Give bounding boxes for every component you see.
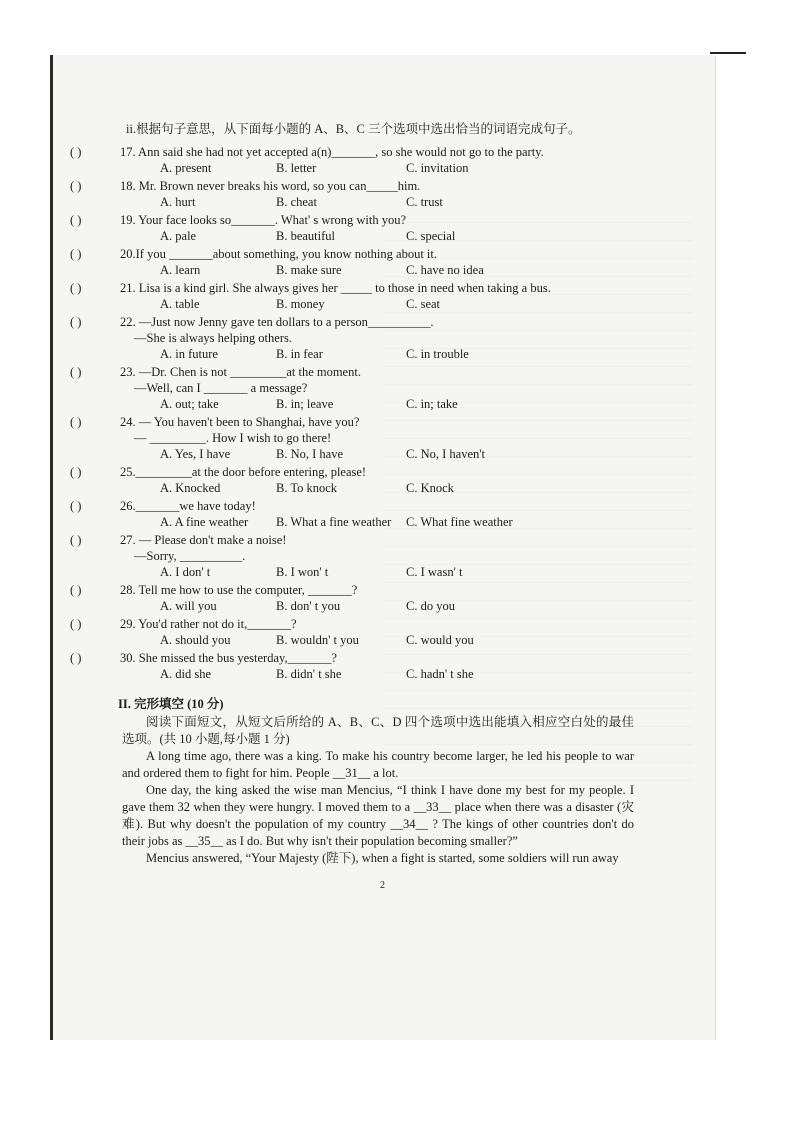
option-b: B. didn' t she (276, 667, 342, 681)
question-stem: 24. — You haven't been to Shanghai, have you? (120, 415, 360, 429)
option-b: B. wouldn' t you (276, 633, 359, 647)
question-stem: 23. —Dr. Chen is not _________at the moment. (120, 365, 361, 379)
question-item (70, 178, 630, 212)
answer-paren[interactable]: ( ) (70, 415, 82, 429)
option-b: B. in; leave (276, 397, 334, 411)
question-item (70, 364, 630, 414)
answer-paren[interactable]: ( ) (70, 651, 82, 665)
exam-content (70, 120, 634, 867)
option-c: C. What fine weather (406, 515, 513, 529)
option-c: C. in trouble (406, 347, 469, 361)
section-title: II. 完形填空 (10 分) (118, 697, 224, 711)
option-c: C. trust (406, 195, 443, 209)
option-b: B. make sure (276, 263, 342, 277)
paragraph: Mencius answered, “Your Majesty (陛下), when a fight is started, some soldiers will run away (146, 851, 619, 865)
option-c: C. special (406, 229, 456, 243)
option-row (70, 396, 630, 414)
option-a: A. pale (160, 229, 197, 243)
answer-paren[interactable]: ( ) (70, 281, 82, 295)
option-c: C. hadn' t she (406, 667, 474, 681)
question-list (70, 144, 630, 684)
question-stem: 28. Tell me how to use the computer, _______? (120, 583, 358, 597)
question-stem: 27. — Please don't make a noise! (120, 533, 287, 547)
option-row (70, 296, 630, 314)
option-a: A. present (160, 161, 212, 175)
option-a: A. did she (160, 667, 212, 681)
option-a: A. should you (160, 633, 231, 647)
question-item (70, 650, 630, 684)
question-item (70, 246, 630, 280)
option-b: B. To knock (276, 481, 338, 495)
cloze-section (70, 694, 634, 867)
option-row (70, 346, 630, 364)
question-stem: 25._________at the door before entering, please! (120, 465, 367, 479)
option-b: B. money (276, 297, 325, 311)
option-b: B. What a fine weather (276, 515, 392, 529)
option-a: A. Yes, I have (160, 447, 231, 461)
question-item (70, 582, 630, 616)
question-item (70, 414, 630, 464)
option-b: B. don' t you (276, 599, 341, 613)
question-stem: 29. You'd rather not do it,_______? (120, 617, 297, 631)
option-row (70, 480, 630, 498)
option-row (70, 598, 630, 616)
option-row (70, 262, 630, 280)
answer-paren[interactable]: ( ) (70, 315, 82, 329)
answer-paren[interactable]: ( ) (70, 465, 82, 479)
option-a: A. in future (160, 347, 218, 361)
option-b: B. in fear (276, 347, 323, 361)
page-number: 2 (380, 880, 385, 891)
option-a: A. will you (160, 599, 217, 613)
option-b: B. No, I have (276, 447, 343, 461)
question-item (70, 464, 630, 498)
option-c: C. seat (406, 297, 441, 311)
answer-paren[interactable]: ( ) (70, 533, 82, 547)
answer-paren[interactable]: ( ) (70, 213, 82, 227)
option-row (70, 446, 630, 464)
option-row (70, 160, 630, 178)
option-row (70, 564, 630, 582)
option-c: C. Knock (406, 481, 454, 495)
option-c: C. No, I haven't (406, 447, 485, 461)
option-c: C. have no idea (406, 263, 484, 277)
question-item (70, 498, 630, 532)
option-c: C. I wasn' t (406, 565, 463, 579)
question-continuation: — _________. How I wish to go there! (134, 431, 332, 445)
answer-paren[interactable]: ( ) (70, 617, 82, 631)
option-a: A. out; take (160, 397, 219, 411)
answer-paren[interactable]: ( ) (70, 145, 82, 159)
question-stem: 30. She missed the bus yesterday,_______? (120, 651, 337, 665)
question-continuation: —Well, can I _______ a message? (134, 381, 308, 395)
answer-paren[interactable]: ( ) (70, 499, 82, 513)
option-row (70, 666, 630, 684)
question-stem: 22. —Just now Jenny gave ten dollars to a person__________. (120, 315, 434, 329)
option-a: A. table (160, 297, 200, 311)
question-continuation: —Sorry, __________. (134, 549, 246, 563)
option-a: A. hurt (160, 195, 196, 209)
question-item (70, 144, 630, 178)
option-b: B. cheat (276, 195, 317, 209)
option-b: B. beautiful (276, 229, 336, 243)
answer-paren[interactable]: ( ) (70, 179, 82, 193)
answer-paren[interactable]: ( ) (70, 583, 82, 597)
option-c: C. in; take (406, 397, 458, 411)
question-continuation: —She is always helping others. (134, 331, 292, 345)
question-item (70, 616, 630, 650)
option-row (70, 228, 630, 246)
option-row (70, 632, 630, 650)
question-item (70, 532, 630, 582)
option-c: C. would you (406, 633, 474, 647)
option-c: C. do you (406, 599, 455, 613)
option-a: A. Knocked (160, 481, 221, 495)
question-stem: 26._______we have today! (120, 499, 256, 513)
question-stem: 17. Ann said she had not yet accepted a(n)_______, so she would not go to the party. (120, 145, 544, 159)
paragraph: 阅读下面短文，从短文后所给的 A、B、C、D 四个选项中选出能填入相应空白处的最佳选项。(共 10 小题,每小题 1 分) (122, 715, 634, 746)
question-item (70, 280, 630, 314)
question-stem: 19. Your face looks so_______. What' s wrong with you? (120, 213, 407, 227)
question-item (70, 314, 630, 364)
answer-paren[interactable]: ( ) (70, 365, 82, 379)
option-a: A. learn (160, 263, 201, 277)
instruction: ii.根据句子意思，从下面每小题的 A、B、C 三个选项中选出恰当的词语完成句子。 (126, 122, 581, 136)
option-c: C. invitation (406, 161, 469, 175)
paragraph: A long time ago, there was a king. To make his country become larger, he led his people to war and ordered them to fight for him. People __31__ a lot. (122, 749, 634, 780)
paragraph: One day, the king asked the wise man Mencius, “I think I have done my best for my people. I gave them 32 when they were hungry. I moved them to a __33__ place when there was a disaster (灾难). But why doesn't the population of my country __34__ ? The kings of other countries don't do their jobs as __35__ as I do. But why isn't their population becoming smaller?” (122, 783, 634, 848)
question-item (70, 212, 630, 246)
corner-mark (710, 52, 746, 54)
answer-paren[interactable]: ( ) (70, 247, 82, 261)
option-a: A. A fine weather (160, 515, 249, 529)
question-stem: 20.If you _______about something, you know nothing about it. (120, 247, 437, 261)
question-stem: 21. Lisa is a kind girl. She always gives her _____ to those in need when taking a bus. (120, 281, 551, 295)
question-stem: 18. Mr. Brown never breaks his word, so you can_____him. (120, 179, 421, 193)
option-b: B. I won' t (276, 565, 329, 579)
option-row (70, 514, 630, 532)
option-b: B. letter (276, 161, 317, 175)
option-a: A. I don' t (160, 565, 211, 579)
option-row (70, 194, 630, 212)
